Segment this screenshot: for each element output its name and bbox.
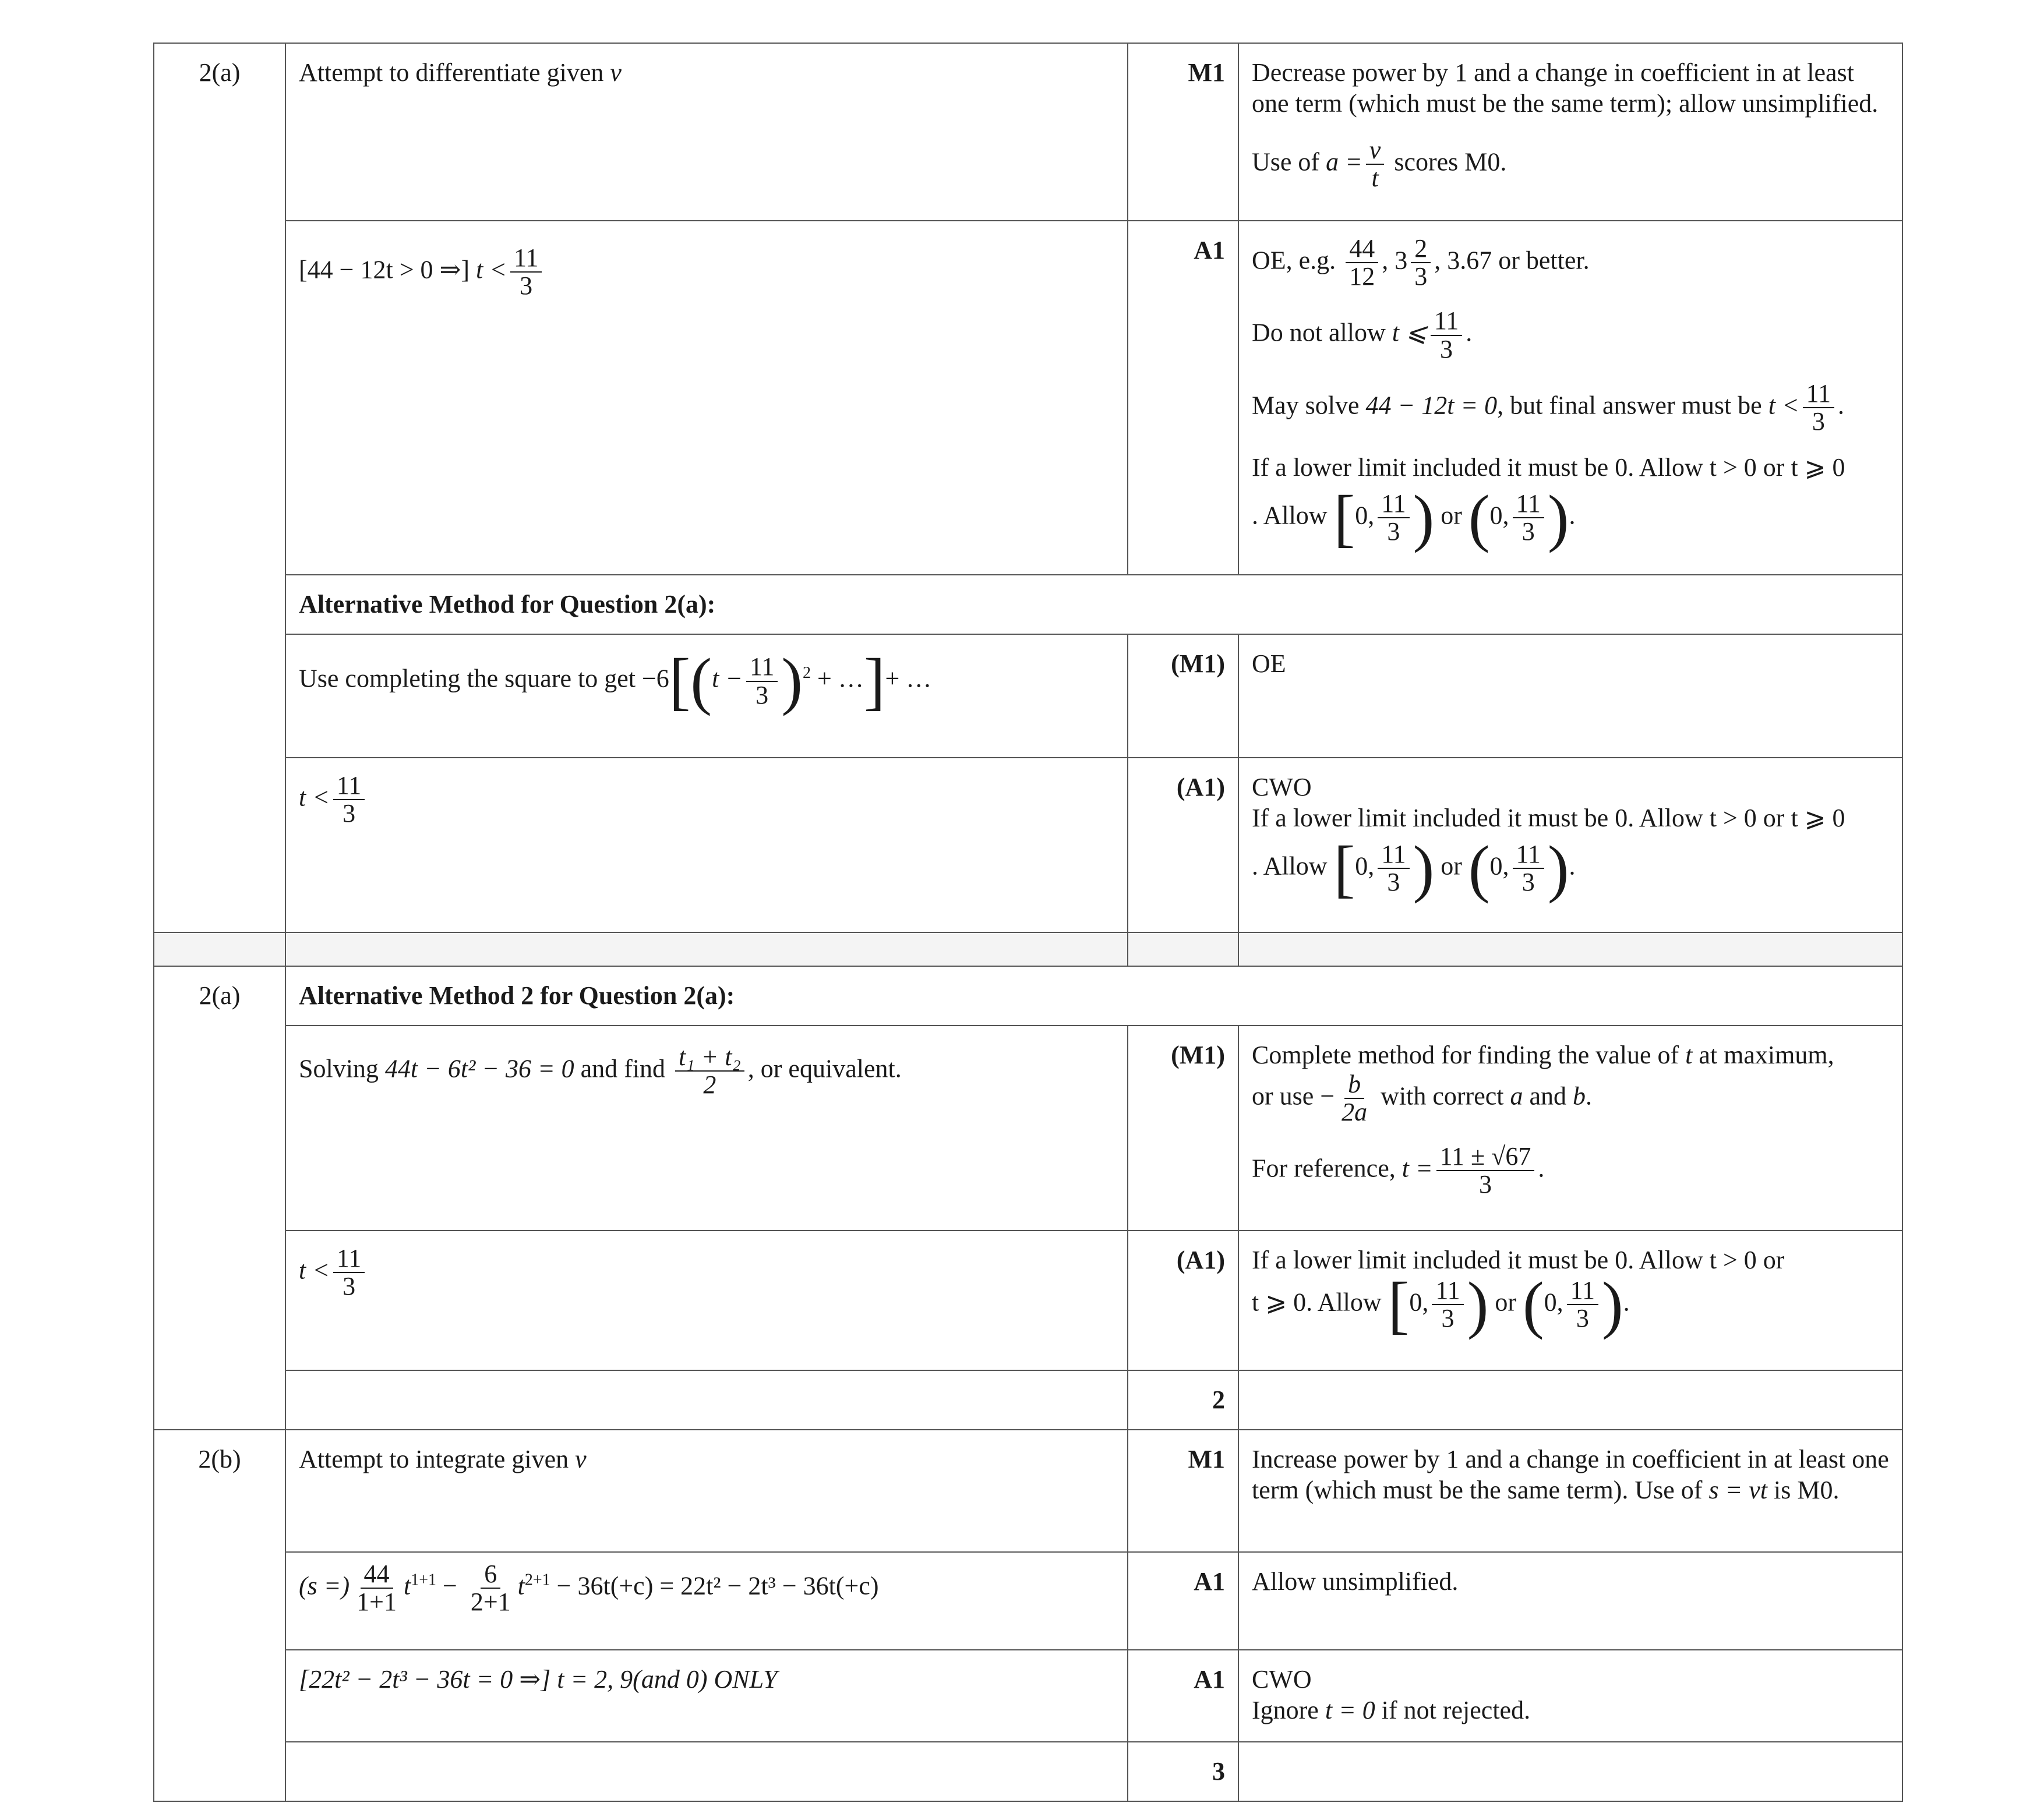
question-number: 2(a) <box>154 43 285 932</box>
answer-cell: Use completing the square to get −6[(t − $\frac{11}{3}$ )$^2$ + …]+ … <box>285 634 1128 758</box>
guidance-text: . Allow [0, $\frac{11}{3}$ ) or (0, $\frac{11}{3}$ ). <box>1252 832 1576 904</box>
answer-cell: Solving 44t − 6t² − 36 = 0 and find $\frac{\text{t₁ + t₂}}{2}$ , or equivalent. <box>285 1026 1128 1231</box>
table-row <box>154 575 1902 634</box>
answer-cell <box>285 1370 1128 1430</box>
total-mark: 2 <box>1128 1370 1238 1430</box>
table-row <box>154 1650 1902 1742</box>
answer-cell: [44 − 12t > 0 ⇒] t < $\frac{11}{3}$ <box>285 221 1128 575</box>
guidance-text: Decrease power by 1 and a change in coefficient in at least one term (which must be the same term); allow unsimplified. <box>1252 58 1879 118</box>
guidance-cell <box>1238 43 1902 221</box>
guidance-cell: Increase power by 1 and a change in coefficient in at least one term (which must be the same term). Use of s = vt is M0. <box>1238 1430 1902 1552</box>
table-row <box>154 966 1902 1026</box>
answer-cell: (s =) $\frac{44}{1+1}$ $t^{1+1}$ − $\frac{6}{2+1}$ $t^{2+1} - 36t(+c) = 22t^2 - 2t^3 - 36t(+c)$ <box>285 1552 1128 1650</box>
mark-cell: M1 <box>1128 43 1238 221</box>
guidance-text: CWO <box>1252 1665 1312 1694</box>
answer-cell: t < $\frac{11}{3}$ <box>285 1231 1128 1370</box>
table-row <box>154 634 1902 758</box>
guidance-text: or use − $\frac{b}{2a}$ with correct a and b. <box>1252 1069 1593 1126</box>
mark-cell: A1 <box>1128 221 1238 575</box>
table-row <box>154 1231 1902 1370</box>
guidance-text: Do not allow t ⩽ $\frac{11}{3}$ . <box>1252 306 1473 363</box>
table-row <box>154 1370 1902 1430</box>
answer-cell: [22t² − 2t³ − 36t = 0 ⇒] t = 2, 9(and 0) ONLY <box>285 1650 1128 1742</box>
guidance-cell <box>1238 221 1902 575</box>
guidance-cell: OE <box>1238 634 1902 758</box>
table-row <box>154 1552 1902 1650</box>
mark-scheme-table <box>153 43 1903 1802</box>
answer-cell: Attempt to differentiate given v <box>285 43 1128 221</box>
table-row <box>154 43 1902 221</box>
question-number: 2(b) <box>154 1430 285 1801</box>
guidance-text: Use of a = $\frac{v}{t}$ scores M0. <box>1252 135 1507 192</box>
guidance-text: May solve 44 − 12t = 0, but final answer must be t < $\frac{11}{3}$ . <box>1252 379 1845 436</box>
mark-cell: (A1) <box>1128 758 1238 932</box>
table-row <box>154 758 1902 932</box>
guidance-text: Ignore t = 0 if not rejected. <box>1252 1695 1531 1724</box>
guidance-text: Complete method for finding the value of t at maximum, <box>1252 1041 1834 1069</box>
table-row <box>154 1742 1902 1801</box>
guidance-cell <box>1238 1231 1902 1370</box>
section-separator <box>154 932 1902 966</box>
guidance-cell <box>1238 758 1902 932</box>
question-number: 2(a) <box>154 966 285 1430</box>
mark-cell: (M1) <box>1128 634 1238 758</box>
guidance-text: For reference, t = $\frac{11 \pm √67}{3}$ . <box>1252 1142 1545 1199</box>
guidance-cell: Allow unsimplified. <box>1238 1552 1902 1650</box>
guidance-cell <box>1238 1026 1902 1231</box>
answer-cell: t < $\frac{11}{3}$ <box>285 758 1128 932</box>
alternative-method-heading: Alternative Method 2 for Question 2(a): <box>285 966 1902 1026</box>
guidance-text: CWO <box>1252 773 1312 801</box>
mark-cell: M1 <box>1128 1430 1238 1552</box>
total-mark: 3 <box>1128 1742 1238 1801</box>
mark-scheme <box>153 43 1902 1802</box>
alternative-method-heading: Alternative Method for Question 2(a): <box>285 575 1902 634</box>
table-row <box>154 1026 1902 1231</box>
table-row <box>154 1430 1902 1552</box>
answer-cell: Attempt to integrate given v <box>285 1430 1128 1552</box>
guidance-text: If a lower limit included it must be 0. Allow t > 0 or t ⩾ 0 <box>1252 803 1845 832</box>
mark-cell: A1 <box>1128 1650 1238 1742</box>
guidance-cell <box>1238 1742 1902 1801</box>
answer-cell <box>285 1742 1128 1801</box>
guidance-text: OE, e.g. $\frac{44}{12}$ , 3 $\frac{2}{3}$ , 3.67 or better. <box>1252 234 1590 291</box>
table-row <box>154 221 1902 575</box>
mark-cell: A1 <box>1128 1552 1238 1650</box>
guidance-text: t ⩾ 0. Allow [0, $\frac{11}{3}$ ) or (0, $\frac{11}{3}$ ). <box>1252 1268 1630 1340</box>
guidance-cell <box>1238 1370 1902 1430</box>
mark-cell: (M1) <box>1128 1026 1238 1231</box>
guidance-text: If a lower limit included it must be 0. Allow t > 0 or t ⩾ 0 <box>1252 453 1845 482</box>
guidance-cell <box>1238 1650 1902 1742</box>
guidance-text: . Allow [0, $\frac{11}{3}$ ) or (0, $\frac{11}{3}$ ). <box>1252 482 1576 553</box>
mark-cell: (A1) <box>1128 1231 1238 1370</box>
guidance-text: If a lower limit included it must be 0. Allow t > 0 or <box>1252 1246 1785 1274</box>
